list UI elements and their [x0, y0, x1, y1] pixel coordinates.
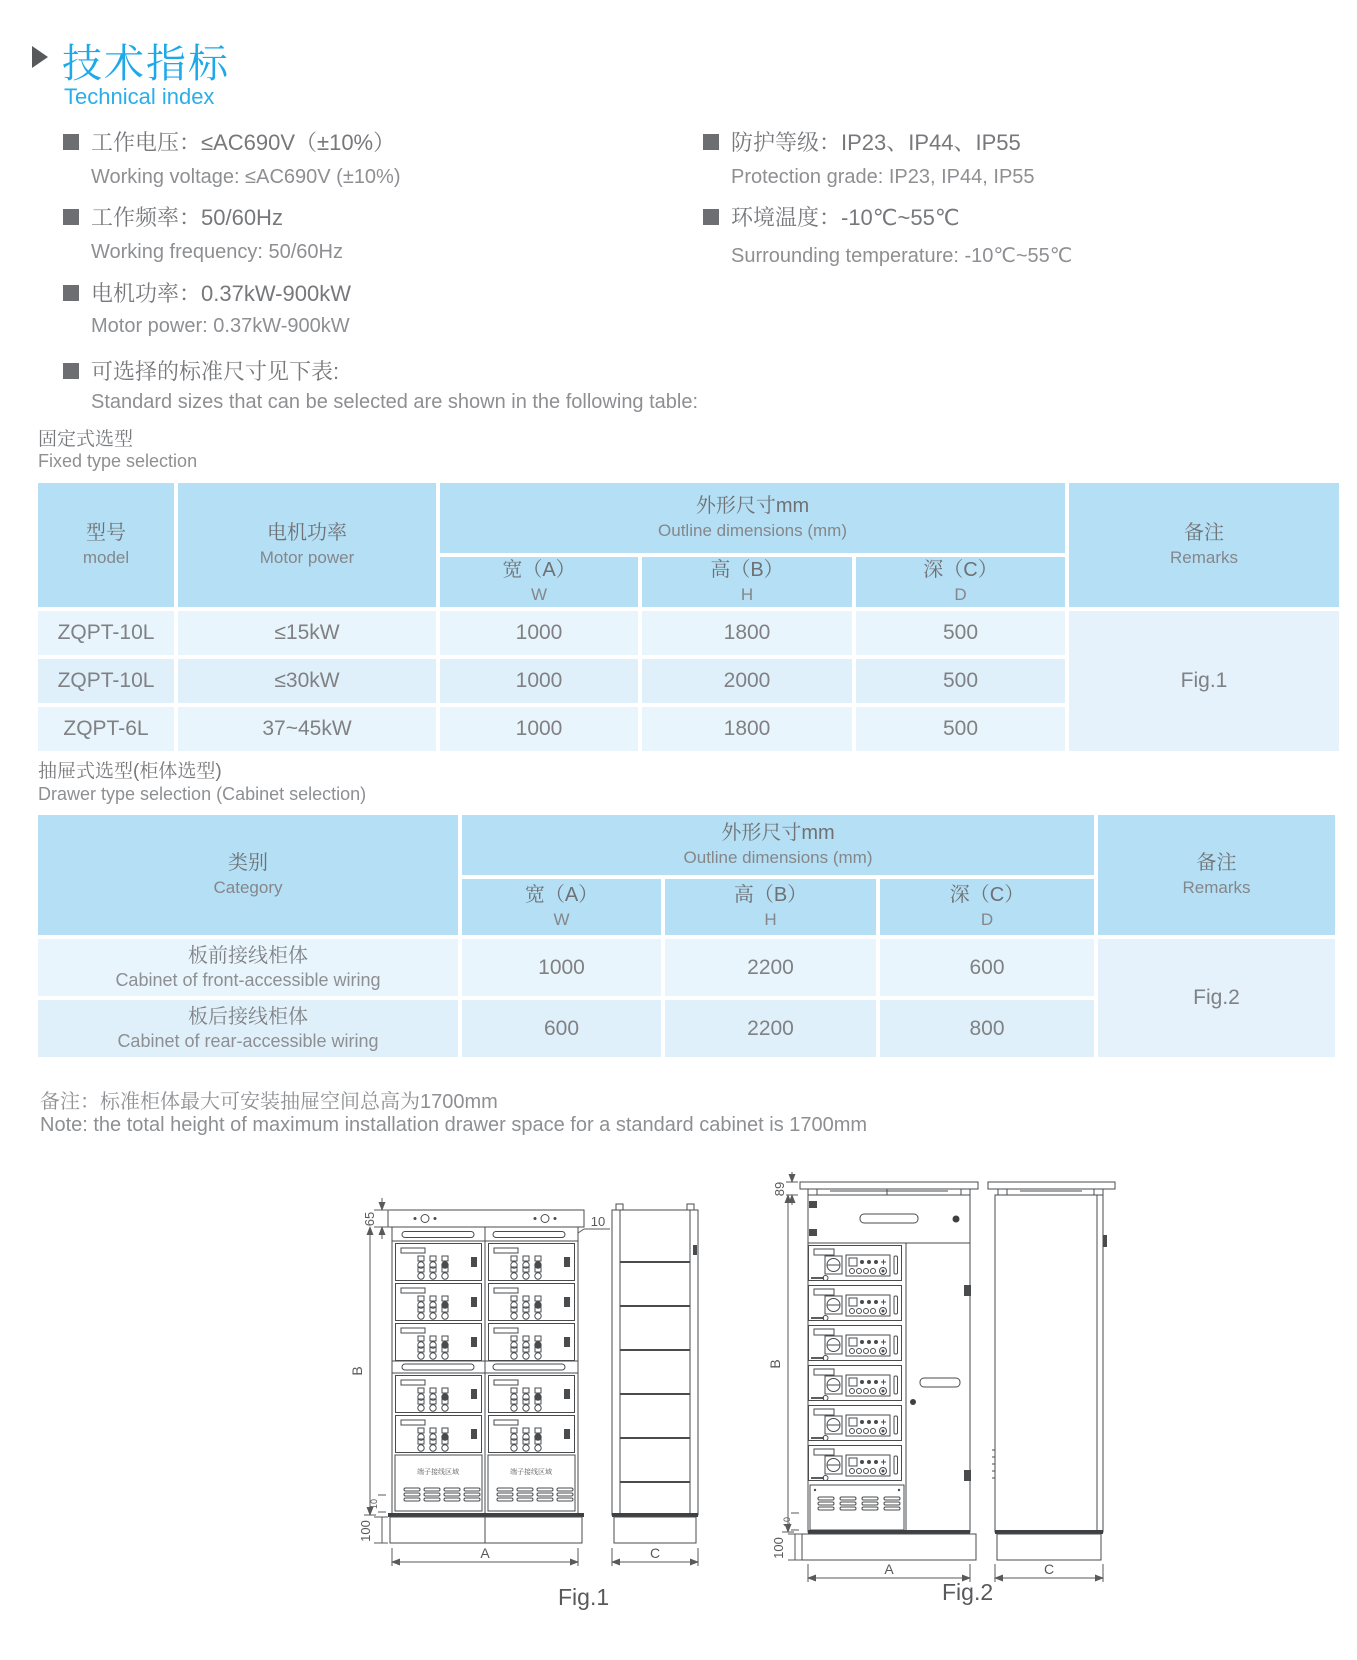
header-outline-dimensions: 外形尺寸mm Outline dimensions (mm): [440, 483, 1065, 553]
header-outline-dimensions: 外形尺寸mm Outline dimensions (mm): [462, 815, 1094, 875]
cell-depth: 600: [880, 939, 1094, 996]
fig1-front-view: [349, 1198, 610, 1566]
spec-protection-grade-zh: 防护等级：IP23、IP44、IP55: [703, 126, 1021, 157]
spec-working-voltage-en: Working voltage: ≤AC690V (±10%): [91, 166, 401, 188]
spec-working-frequency-zh: 工作频率：50/60Hz: [63, 201, 283, 232]
cell-power: ≤15kW: [178, 611, 436, 655]
fixed-table-label-zh: 固定式选型: [38, 429, 134, 450]
cell-depth: 500: [856, 707, 1065, 751]
cell-width: 1000: [440, 707, 638, 751]
spec-intro-en: Standard sizes that can be selected are shown in the following table:: [91, 391, 699, 413]
fig2-dim-100: 100: [771, 1537, 786, 1559]
drawer-table-label-en: Drawer type selection (Cabinet selection): [38, 784, 367, 804]
table-header-row: [38, 815, 1335, 875]
fig1-dim-10-inner: 10: [369, 1498, 379, 1510]
fig2-dim-A: A: [884, 1561, 894, 1577]
fixed-table-label-en: Fixed type selection: [38, 451, 198, 471]
bullet-square-icon: [703, 209, 719, 225]
header-width-a: 宽（A） W: [440, 557, 638, 607]
spec-surrounding-temp-zh: 环境温度：-10℃~55℃: [703, 201, 960, 232]
fig2-dim-C: C: [1043, 1561, 1055, 1577]
table-row: [38, 611, 1339, 655]
header-height-b: 高（B） H: [642, 557, 852, 607]
cell-model: ZQPT-6L: [38, 707, 174, 751]
cell-power: 37~45kW: [178, 707, 436, 751]
fig2-side-view: [988, 1182, 1115, 1582]
header-height-b: 高（B） H: [665, 879, 876, 935]
note-en: Note: the total height of maximum installation drawer space for a standard cabinet is 1700mm: [40, 1114, 868, 1136]
fig1-dim-10: 10: [590, 1214, 606, 1229]
fig2-dim-B: B: [767, 1359, 783, 1369]
cell-height: 2000: [642, 659, 852, 703]
fig1-dim-65: 65: [362, 1211, 377, 1227]
spec-protection-grade-en: Protection grade: IP23, IP44, IP55: [731, 166, 1035, 188]
header-width-a: 宽（A） W: [462, 879, 661, 935]
spec-intro-zh: 可选择的标准尺寸见下表:: [63, 355, 339, 386]
table-row: [38, 939, 1335, 996]
fixed-type-table: [34, 479, 1343, 755]
spec-motor-power-zh: 电机功率：0.37kW-900kW: [63, 277, 351, 308]
cell-height: 2200: [665, 1000, 876, 1057]
fig2-caption: Fig.2: [942, 1579, 994, 1605]
cell-remarks: Fig.2: [1098, 939, 1335, 1057]
bullet-square-icon: [63, 363, 79, 379]
cell-remarks: Fig.1: [1069, 611, 1339, 751]
drawer-type-table: [34, 811, 1339, 1061]
technical-drawings: [340, 1150, 1130, 1640]
fig1-dim-A: A: [480, 1545, 490, 1561]
spec-working-voltage-zh: 工作电压：≤AC690V（±10%）: [63, 126, 395, 157]
bullet-square-icon: [63, 134, 79, 150]
terminal-area-label: 端子接线区域: [417, 1469, 459, 1476]
fig1-side-view: [612, 1204, 698, 1566]
cell-depth: 800: [880, 1000, 1094, 1057]
cell-height: 1800: [642, 611, 852, 655]
fig1-dim-C: C: [649, 1545, 661, 1561]
fig2-front-view: [767, 1172, 978, 1582]
page-title: 技术指标: [62, 42, 230, 86]
header-remarks: 备注 Remarks: [1069, 483, 1339, 607]
page-subtitle: Technical index: [64, 84, 215, 109]
header-remarks: 备注 Remarks: [1098, 815, 1335, 935]
header-motor-power: 电机功率 Motor power: [178, 483, 436, 607]
cell-depth: 500: [856, 659, 1065, 703]
bullet-square-icon: [63, 285, 79, 301]
cell-model: ZQPT-10L: [38, 611, 174, 655]
fig2-dim-89: 89: [772, 1181, 787, 1197]
cell-power: ≤30kW: [178, 659, 436, 703]
note-zh: 备注：标准柜体最大可安装抽屉空间总高为1700mm: [40, 1091, 498, 1113]
bullet-square-icon: [63, 209, 79, 225]
drawer-table-label-zh: 抽屉式选型(柜体选型): [38, 761, 222, 782]
fig1-caption: Fig.1: [558, 1584, 610, 1610]
spec-working-frequency-en: Working frequency: 50/60Hz: [91, 241, 343, 263]
cell-width: 1000: [440, 659, 638, 703]
cell-width: 1000: [462, 939, 661, 996]
header-depth-c: 深（C） D: [856, 557, 1065, 607]
bullet-square-icon: [703, 134, 719, 150]
cell-width: 600: [462, 1000, 661, 1057]
cell-width: 1000: [440, 611, 638, 655]
cell-height: 2200: [665, 939, 876, 996]
section-arrow-icon: [32, 46, 48, 68]
header-depth-c: 深（C） D: [880, 879, 1094, 935]
table-header-row: [38, 483, 1339, 553]
spec-surrounding-temp-en: Surrounding temperature: -10℃~55℃: [731, 245, 1073, 267]
terminal-area-label: 端子接线区域: [510, 1469, 552, 1476]
header-model: 型号 model: [38, 483, 174, 607]
spec-motor-power-en: Motor power: 0.37kW-900kW: [91, 315, 350, 337]
fig1-dim-100: 100: [358, 1520, 373, 1542]
header-category: 类别 Category: [38, 815, 458, 935]
cell-category: 板后接线柜体 Cabinet of rear-accessible wiring: [38, 1000, 458, 1057]
cell-category: 板前接线柜体 Cabinet of front-accessible wiring: [38, 939, 458, 996]
fig2-dim-10: 10: [782, 1516, 792, 1528]
cell-height: 1800: [642, 707, 852, 751]
cell-model: ZQPT-10L: [38, 659, 174, 703]
fig1-dim-B: B: [349, 1366, 365, 1376]
cell-depth: 500: [856, 611, 1065, 655]
